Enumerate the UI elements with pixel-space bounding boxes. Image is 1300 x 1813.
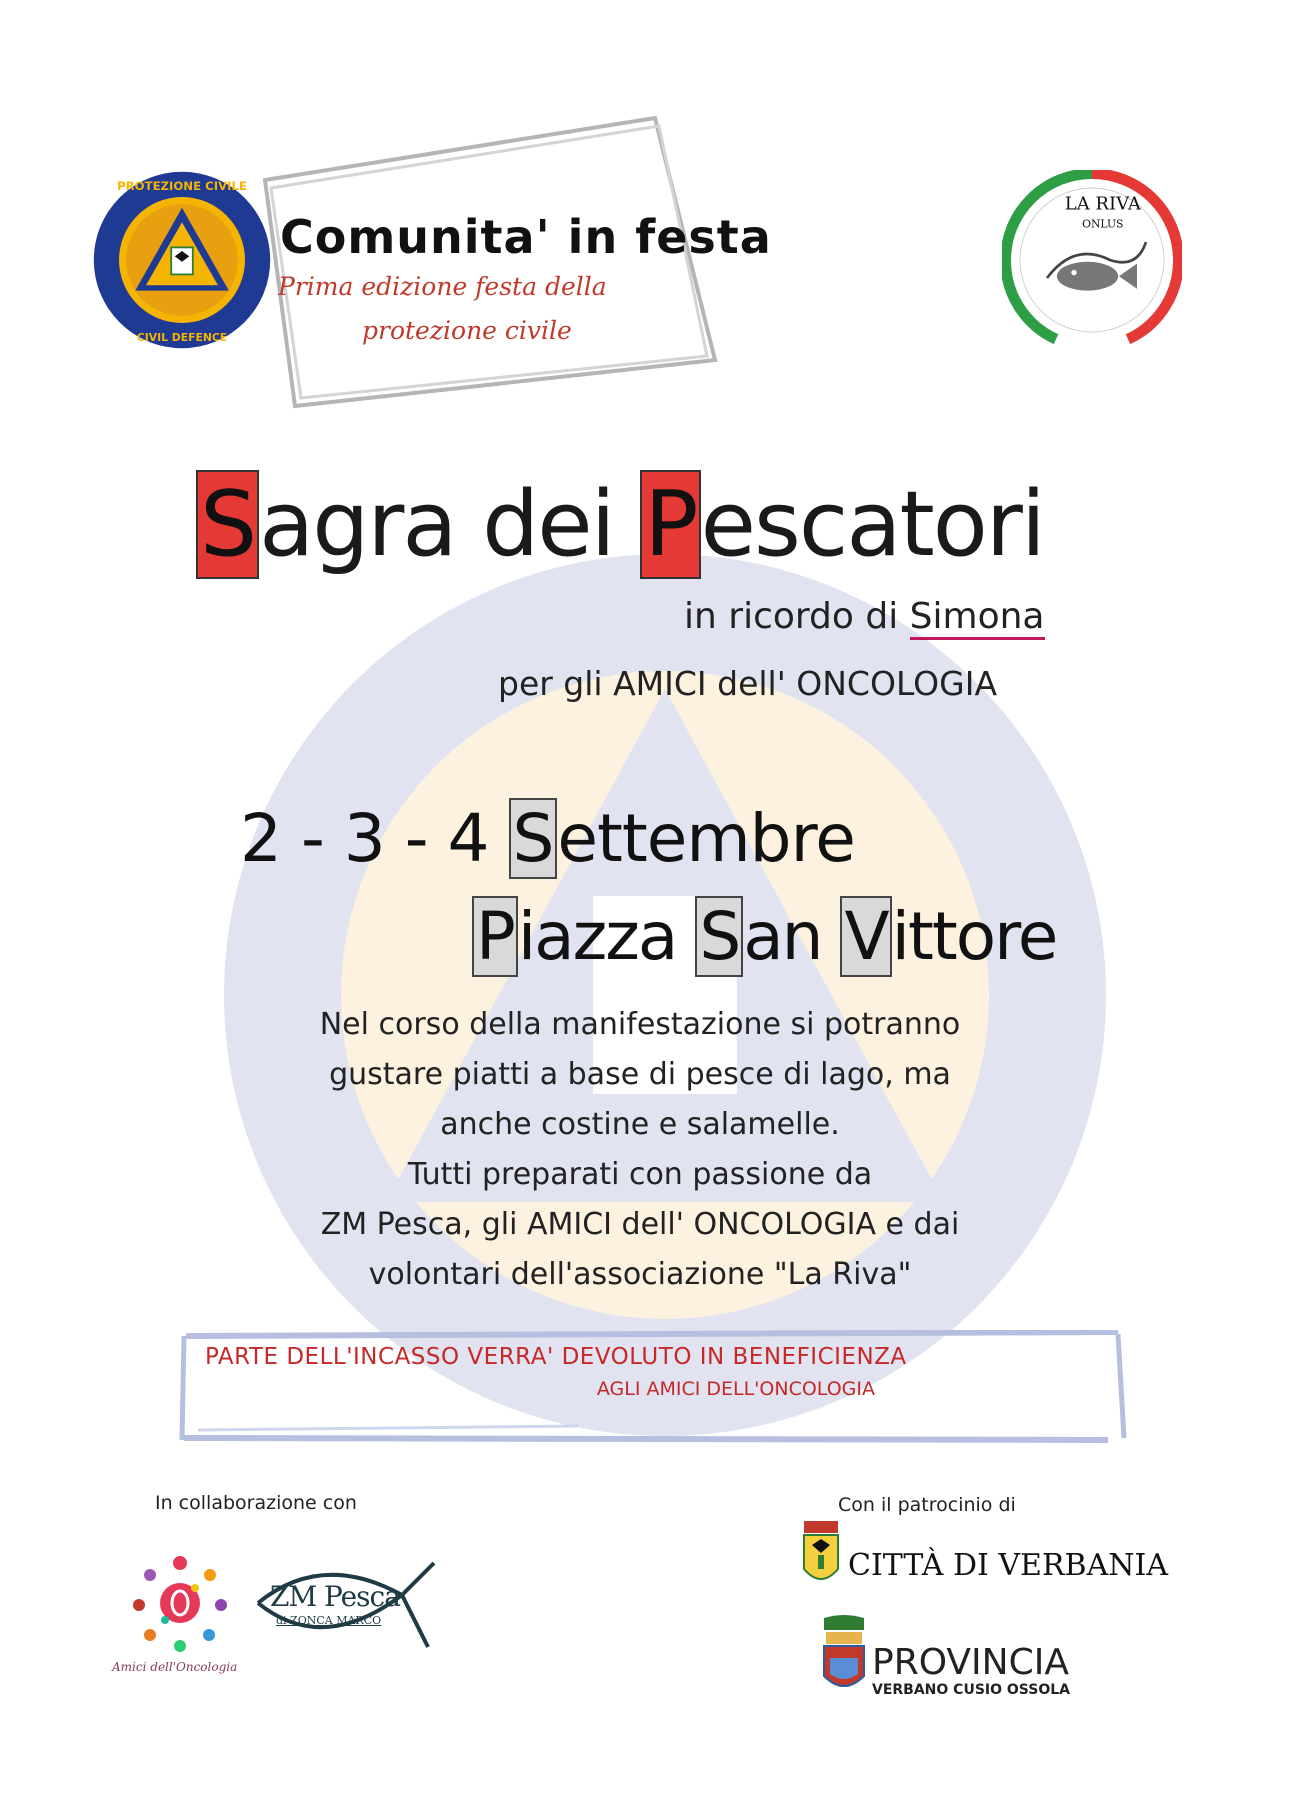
event-place (472, 898, 1056, 975)
protezione-civile-logo (92, 170, 272, 350)
provincia-subtitle: VERBANO CUSIO OSSOLA (872, 1682, 1070, 1698)
title-part2: escatori (700, 472, 1044, 577)
description-line: ZM Pesca, gli AMICI dell' ONCOLOGIA e dai (320, 1207, 960, 1242)
amici-logo-text: Amici dell'Oncologia (112, 1660, 238, 1674)
place-initial-s: S (695, 896, 743, 977)
dedication-name: Simona (910, 596, 1045, 640)
citta-di-verbania: CITTÀ DI VERBANIA (848, 1548, 1169, 1583)
title-initial-s: S (196, 470, 259, 579)
event-title (196, 472, 1044, 577)
svg-text:CIVIL DEFENCE: CIVIL DEFENCE (136, 331, 228, 344)
event-dates (240, 800, 855, 877)
place-initial-v: V (840, 896, 891, 977)
dedication-prefix: in ricordo di (684, 596, 910, 637)
place-part2: an (743, 898, 841, 975)
svg-text:LA RIVA: LA RIVA (1064, 193, 1141, 215)
verbania-crest-icon (800, 1517, 842, 1591)
zm-pesca-name: ZM Pesca (270, 1580, 400, 1613)
provincia-name: PROVINCIA (872, 1642, 1069, 1683)
beneficiary: per gli AMICI dell' ONCOLOGIA (498, 664, 998, 703)
zm-pesca-sub: di ZONCA MARCO (276, 1614, 382, 1627)
svg-text:ONLUS: ONLUS (1082, 217, 1124, 231)
festa-subtitle-line1: Prima edizione festa della (278, 272, 607, 301)
title-part1: agra dei (259, 472, 641, 577)
title-initial-p: P (640, 470, 700, 579)
description-line: volontari dell'associazione "La Riva" (368, 1257, 912, 1292)
event-description (180, 1000, 1100, 1300)
charity-line2: AGLI AMICI DELL'ONCOLOGIA (596, 1378, 875, 1400)
svg-text:PROTEZIONE CIVILE: PROTEZIONE CIVILE (117, 178, 247, 193)
festa-subtitle-line2: protezione civile (362, 316, 572, 345)
festa-title: Comunita' in festa (280, 210, 772, 264)
amici-oncologia-logo (125, 1548, 235, 1658)
description-line: Tutti preparati con passione da (407, 1157, 873, 1192)
la-riva-logo (1002, 170, 1182, 350)
place-initial-p: P (472, 896, 518, 977)
dates-prefix: 2 - 3 - 4 (240, 800, 509, 877)
dates-month-rest: ettembre (557, 800, 855, 877)
dedication (684, 596, 1045, 637)
description-line: gustare piatti a base di pesce di lago, ma (329, 1057, 951, 1092)
description-line: anche costine e salamelle. (440, 1107, 840, 1142)
provincia-crest-icon (820, 1614, 868, 1696)
description-line: Nel corso della manifestazione si potranno (319, 1007, 961, 1042)
charity-line1: PARTE DELL'INCASSO VERRA' DEVOLUTO IN BENEFICIENZA (205, 1344, 907, 1370)
place-part1: iazza (517, 898, 696, 975)
place-part3: ittore (891, 898, 1057, 975)
patronage-label: Con il patrocinio di (838, 1494, 1016, 1516)
collaboration-label: In collaborazione con (155, 1492, 357, 1514)
dates-month-initial: S (509, 798, 558, 879)
